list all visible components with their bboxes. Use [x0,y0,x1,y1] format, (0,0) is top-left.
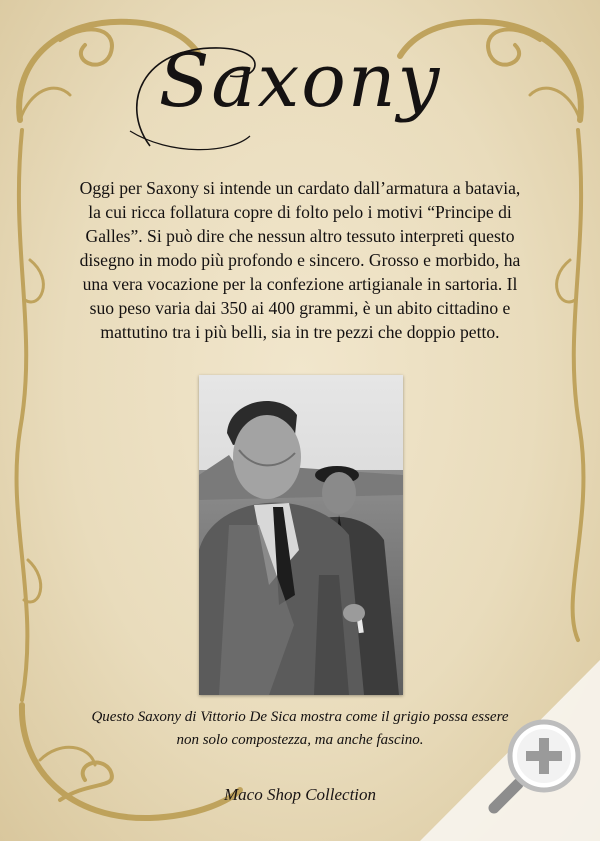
description-line: Oggi per Saxony si intende un cardato dall’armatura a batavia, [79,178,521,198]
page-title: Saxony [158,38,442,124]
description-line: una vera vocazione per la confezione artigianale in sartoria. Il [82,274,518,294]
magnifier-plus-icon[interactable] [474,712,586,824]
description-text [64,176,536,344]
description-line: disegno in modo più profondo e sincero. Grosso e morbido, ha [79,250,521,270]
vittorio-de-sica-photo [199,375,403,695]
caption-line: non solo compostezza, ma anche fascino. [176,732,424,748]
description-line: la cui ricca follatura copre di folto pelo i motivi “Principe di [88,202,512,222]
description-line: suo peso varia dai 350 ai 400 grammi, è un abito cittadino e [89,298,511,318]
description-line: Galles”. Si può dire che nessun altro tessuto interpreti questo [85,226,515,246]
caption-line: Questo Saxony di Vittorio De Sica mostra come il grigio possa essere [91,709,509,725]
description-line: mattutino tra i più belli, sia in tre pezzi che doppio petto. [100,322,500,342]
brand-signature: Maco Shop Collection [223,785,377,804]
